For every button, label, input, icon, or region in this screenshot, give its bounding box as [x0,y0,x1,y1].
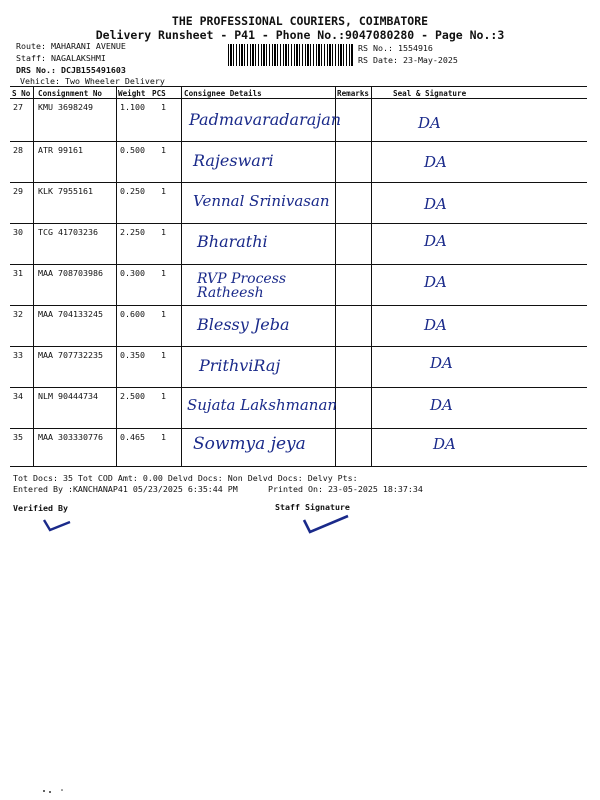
table-rule [116,86,117,466]
consignee-handwriting: RVP Process Ratheesh [197,271,287,301]
consignee-handwriting: Rajeswari [193,151,274,170]
row-pcs: 1 [161,227,166,237]
col-header-consignee: Consignee Details [184,89,262,98]
row-pcs: 1 [161,309,166,319]
row-sno: 29 [13,186,23,196]
barcode [228,44,354,66]
row-sno: 30 [13,227,23,237]
scan-speck-marks [40,786,70,796]
row-consignment: KMU 3698249 [38,102,93,112]
table-rule [371,86,372,466]
rs-date: RS Date: 23-May-2025 [358,55,458,65]
row-pcs: 1 [161,145,166,155]
row-pcs: 1 [161,268,166,278]
row-consignment: NLM 90444734 [38,391,98,401]
route-label: Route: MAHARANI AVENUE [16,41,126,51]
table-rule [10,305,587,306]
row-pcs: 1 [161,350,166,360]
vehicle-label: Vehicle: Two Wheeler Delivery [20,76,165,86]
row-sno: 27 [13,102,23,112]
consignee-handwriting: Bharathi [197,232,268,251]
seal-signature: DA [424,273,447,291]
row-pcs: 1 [161,186,166,196]
row-weight: 1.100 [120,102,145,112]
table-rule [10,428,587,429]
seal-signature: DA [433,435,456,453]
row-pcs: 1 [161,432,166,442]
drs-number: DRS No.: DCJB155491603 [16,65,126,75]
staff-label: Staff: NAGALAKSHMI [16,53,106,63]
consignee-handwriting: PrithviRaj [199,356,281,375]
row-weight: 0.500 [120,145,145,155]
row-weight: 0.300 [120,268,145,278]
col-header-pcs: PCS [152,89,166,98]
table-rule [10,223,587,224]
consignee-handwriting: Vennal Srinivasan [193,192,330,210]
table-rule [10,466,587,467]
row-sno: 34 [13,391,23,401]
consignee-handwriting: Blessy Jeba [197,315,290,334]
row-consignment: MAA 303330776 [38,432,103,442]
seal-signature: DA [418,114,441,132]
totals-line: Tot Docs: 35 Tot COD Amt: 0.00 Delvd Docs: Non Delvd Docs: Delvy Pts: [13,473,358,483]
seal-signature: DA [424,195,447,213]
row-weight: 0.250 [120,186,145,196]
table-rule [181,86,182,466]
entered-by: Entered By :KANCHANAP41 05/23/2025 6:35:44 PM [13,484,238,494]
printed-on: Printed On: 23-05-2025 18:37:34 [268,484,423,494]
row-weight: 2.250 [120,227,145,237]
table-rule [10,346,587,347]
table-rule [33,86,34,466]
row-sno: 31 [13,268,23,278]
row-pcs: 1 [161,102,166,112]
verified-by-label: Verified By [13,503,68,513]
seal-signature: DA [430,354,453,372]
col-header-remarks: Remarks [337,89,370,98]
table-rule [10,141,587,142]
row-consignment: ATR 99161 [38,145,83,155]
row-consignment: KLK 7955161 [38,186,93,196]
col-header-consignment: Consignment No [38,89,103,98]
rs-number: RS No.: 1554916 [358,43,433,53]
seal-signature: DA [430,396,453,414]
row-sno: 28 [13,145,23,155]
row-sno: 33 [13,350,23,360]
consignee-handwriting: Padmavaradarajan [189,110,342,129]
col-header-weight: Weight [118,89,146,98]
row-weight: 2.500 [120,391,145,401]
col-header-sno: S No [12,89,31,98]
row-consignment: MAA 704133245 [38,309,103,319]
row-consignment: MAA 707732235 [38,350,103,360]
staff-signature-mark [302,512,352,536]
row-weight: 0.465 [120,432,145,442]
staff-signature-label: Staff Signature [275,502,350,512]
row-consignment: MAA 708703986 [38,268,103,278]
seal-signature: DA [424,316,447,334]
consignee-handwriting: Sowmya jeya [193,434,306,454]
table-rule [10,98,587,99]
row-weight: 0.600 [120,309,145,319]
seal-signature: DA [424,232,447,250]
row-sno: 32 [13,309,23,319]
row-sno: 35 [13,432,23,442]
runsheet-subtitle: Delivery Runsheet - P41 - Phone No.:9047080280 - Page No.:3 [95,28,505,42]
table-rule [10,86,587,87]
col-header-seal: Seal & Signature [393,89,467,98]
row-weight: 0.350 [120,350,145,360]
table-rule [10,387,587,388]
row-pcs: 1 [161,391,166,401]
seal-signature: DA [424,153,447,171]
table-rule [10,182,587,183]
row-consignment: TCG 41703236 [38,227,98,237]
company-title: THE PROFESSIONAL COURIERS, COIMBATORE [171,14,429,28]
verified-signature-mark [42,514,72,534]
table-rule [10,264,587,265]
consignee-handwriting: Sujata Lakshmanan [187,396,338,414]
